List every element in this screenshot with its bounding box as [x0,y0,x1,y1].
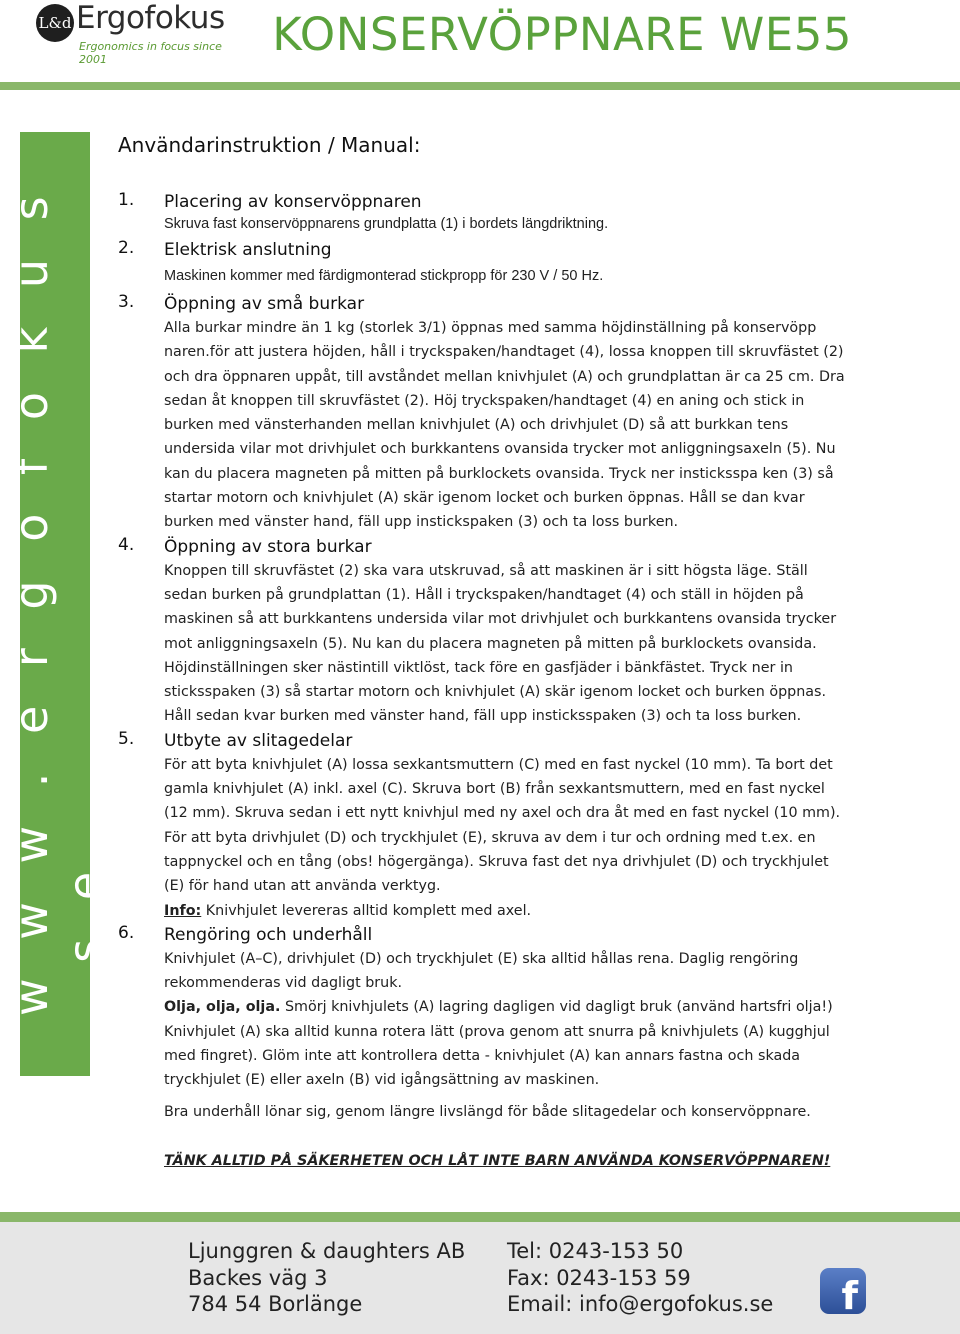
item-number: 6. [118,922,135,943]
sidebar-url[interactable]: w w w . e r g o f o k u s . s e [4,184,112,1016]
item-number: 4. [118,534,135,555]
footer-divider [0,1212,960,1222]
info-text: Knivhjulet levereras alltid komplett med axel. [201,902,532,919]
item-paragraph: För att byta knivhjulet (A) lossa sexkantsmuttern (C) med en fast nyckel (10 mm). Ta bort det gamla knivhjulet (A) inkl. axel (C). Skruva bort (B) från sexkantsmuttern, med en fast nyckel (12 mm). Skruva sedan i ett nytt knivhjul med ny axel och dra åt med en fast nyckel (10 mm). För att byta drivhjulet (D) och tryckhjulet (E), skruva av dem i tur och ordning med t.ex. en tappnyckel och en tång (obs! högergänga). Skruva fast det nya drivhjulet (D) och tryckhjulet (E) för hand utan att använda verktyg. [164,756,841,895]
street-address: Backes väg 3 [188,1265,328,1290]
item-title: Öppning av små burkar [164,294,365,314]
item-title: Placering av konservöppnaren [164,192,422,212]
item-body [164,214,848,234]
item-body [164,266,848,286]
logo-badge: L&d [36,4,74,42]
item-body [164,559,848,729]
item-title: Öppning av stora burkar [164,536,372,557]
header-divider [0,82,960,90]
phone-number[interactable]: Tel: 0243-153 50 [507,1239,684,1263]
company-logo[interactable] [36,0,236,66]
item-body [164,316,848,535]
item-title: Rengöring och underhåll [164,924,373,945]
item-paragraph: Alla burkar mindre än 1 kg (storlek 3/1) öppnas med samma höjdinställning på konservöpp naren.för att justera höjden, håll i tryckspaken/handtaget (4), lossa knoppen till skruvfästet (2) och dra öppnaren uppåt, till avståndet mellan knivhjulet (A) och grundplattan är ca 25 cm. Dra sedan åt knoppen till skruvfästet (2). Höj tryckspaken/handtaget (4) en aning och stick in burken med vänsterhanden mellan knivhjulet (A) och drivhjulet (D) så att burkkan tens undersida vilar mot drivhjulet och burkkantens ovansida trycker mot anliggningsaxeln (5). Nu kan du placera magneten på mitten på burklockets ovansida. Tryck ner insticksspa ken (3) så startar motorn och knivhjulet (A) skär igenom locket och burken öppnas. Håll se dan kvar burken med vänster hand, fäll upp instickspaken (3) och ta loss burken. [164,320,845,531]
footer-contact [507,1238,773,1318]
manual-item-1 [118,190,848,234]
postal-city: 784 54 Borlänge [188,1292,363,1316]
item-paragraph: Knoppen till skruvfästet (2) ska vara utskruvad, så att maskinen är i sitt högsta läge. Ställ sedan burken på grundplattan (1). Håll i tryckspaken/handtaget (4) och ställ in höjden på maskinen så att burkkantens undersida vilar mot drivhjulet och burkkantens ovansida trycker mot anliggningsaxeln (5). Nu kan du placera magneten på mitten på burklockets ovansida. Höjdinställningen sker nästintill viktlöst, tack före en gasfjäder i bänkfästet. Tryck ner in sticksspaken (3) så startar motorn och knivhjulet (A) skär igenom locket och burken öppnas. Håll sedan kvar burken med vänster hand, fäll upp insticksspaken (3) och ta loss burken. [164,562,837,725]
manual-item-2 [118,238,848,286]
footer-address [188,1238,465,1318]
manual-content [118,133,848,1093]
manual-heading: Användarinstruktion / Manual: [118,133,421,157]
oil-text: Smörj knivhjulets (A) lagring dagligen vid dagligt bruk (använd hartsfri olja!) Knivhjulet (A) ska alltid kunna rotera lätt (prova genom att snurra på knivhjulets (A) kugghjul med fingret). Glöm inte att kontrollera detta - knivhjulet (A) kan annars fastna och skada tryckhjulet (E) eller axeln (B) vid igångsättning av maskinen. [164,999,833,1089]
item-number: 3. [118,292,135,312]
item-title: Elektrisk anslutning [164,240,332,260]
item-body [164,947,848,1093]
company-name: Ljunggren & daughters AB [188,1239,466,1263]
item-body [164,753,848,923]
item-number: 5. [118,728,135,749]
manual-item-6 [118,923,848,1093]
page-footer [0,1222,960,1334]
document-title: KONSERVÖPPNARE WE55 [272,8,852,61]
closing-statement: Bra underhåll lönar sig, genom längre livslängd för både slitagedelar och konservöppnare. [164,1104,811,1120]
manual-item-4 [118,535,848,729]
email-address[interactable]: Email: info@ergofokus.se [507,1292,774,1316]
safety-warning: TÄNK ALLTID PÅ SÄKERHETEN OCH LÅT INTE BARN ANVÄNDA KONSERVÖPPNAREN! [164,1153,831,1169]
logo-tagline: Ergonomics in focus since 2001 [79,40,222,66]
info-note [164,899,848,923]
manual-item-3 [118,292,848,535]
page-header [0,0,960,90]
item-paragraph: Skruva fast konservöppnarens grundplatta (1) i bordets längdriktning. [164,216,609,232]
item-title: Utbyte av slitagedelar [164,730,353,751]
sidebar-url-banner [4,132,112,1076]
oil-paragraph [164,995,848,1092]
fax-number: Fax: 0243-153 59 [507,1265,691,1290]
item-paragraph: Knivhjulet (A–C), drivhjulet (D) och tryckhjulet (E) ska alltid hållas rena. Daglig rengöring rekommenderas vid dagligt bruk. [164,950,799,992]
item-paragraph: Maskinen kommer med färdigmonterad stickpropp för 230 V / 50 Hz. [164,268,604,284]
info-label: Info: [164,902,202,919]
oil-lead: Olja, olja, olja. [164,999,281,1016]
manual-item-5 [118,729,848,923]
logo-name: Ergofokus [76,0,225,36]
item-number: 1. [118,190,135,210]
item-number: 2. [118,238,135,258]
facebook-icon[interactable]: f [820,1268,866,1314]
